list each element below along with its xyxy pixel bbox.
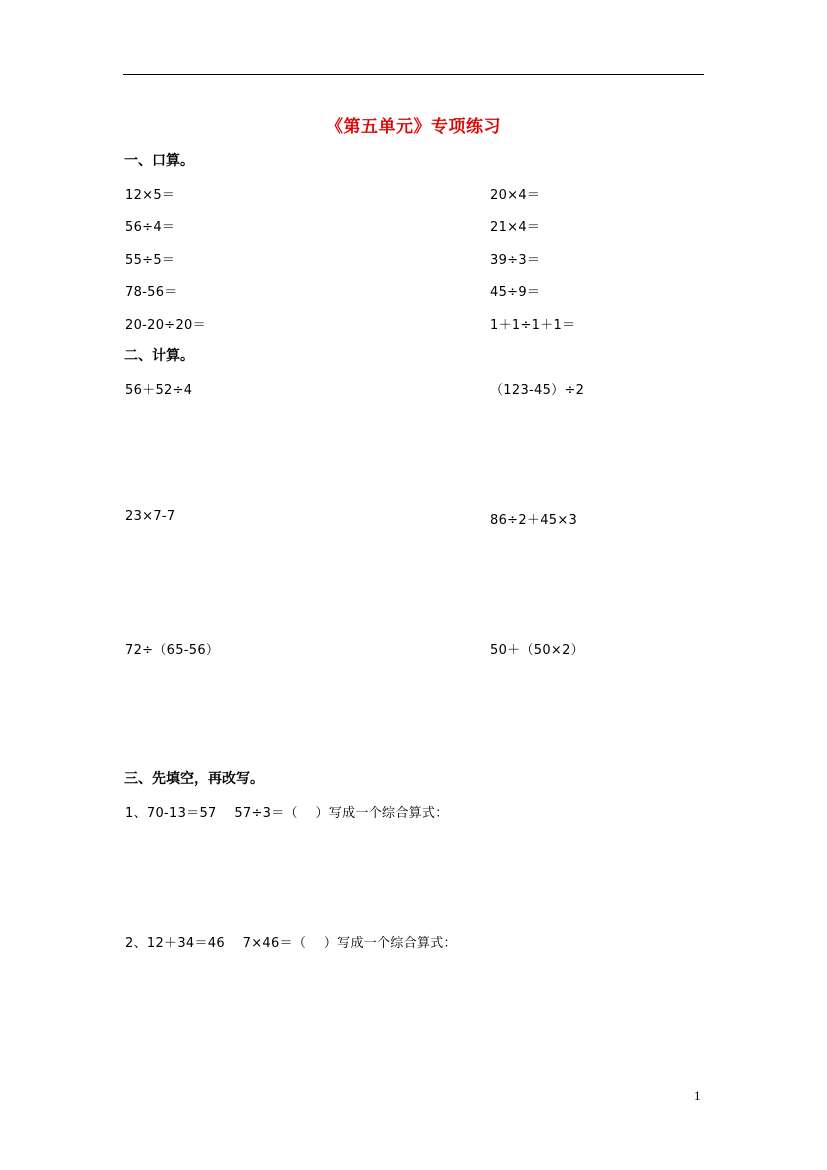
calc-item: 86÷2＋45×3: [490, 513, 578, 528]
oral-item: 21×4＝: [490, 220, 541, 235]
page-title: 《第五单元》专项练习: [326, 117, 501, 137]
calc-item: 56＋52÷4: [125, 383, 193, 398]
page-number: 1: [694, 1088, 701, 1103]
fill-question-1: 1、70-13＝57 57÷3＝（ ）写成一个综合算式：: [125, 806, 449, 821]
oral-item: 45÷9＝: [490, 285, 541, 300]
section-1-heading: 一、口算。: [124, 153, 194, 169]
oral-item: 12×5＝: [125, 188, 176, 203]
header-rule: [123, 74, 704, 75]
oral-item: 78-56＝: [125, 285, 178, 300]
calc-item: 72÷（65-56）: [125, 643, 220, 658]
section-3-heading: 三、先填空，再改写。: [124, 771, 264, 787]
oral-item: 1＋1÷1＋1＝: [490, 318, 576, 333]
oral-item: 55÷5＝: [125, 253, 176, 268]
calc-item: 50＋（50×2）: [490, 643, 584, 658]
oral-item: 39÷3＝: [490, 253, 541, 268]
oral-item: 20-20÷20＝: [125, 318, 206, 333]
oral-item: 56÷4＝: [125, 220, 176, 235]
calc-item: 23×7-7: [125, 509, 176, 524]
calc-item: （123-45）÷2: [490, 383, 585, 398]
fill-question-2: 2、12＋34＝46 7×46＝（ ）写成一个综合算式：: [125, 936, 457, 951]
section-2-heading: 二、计算。: [124, 348, 194, 364]
oral-item: 20×4＝: [490, 188, 541, 203]
